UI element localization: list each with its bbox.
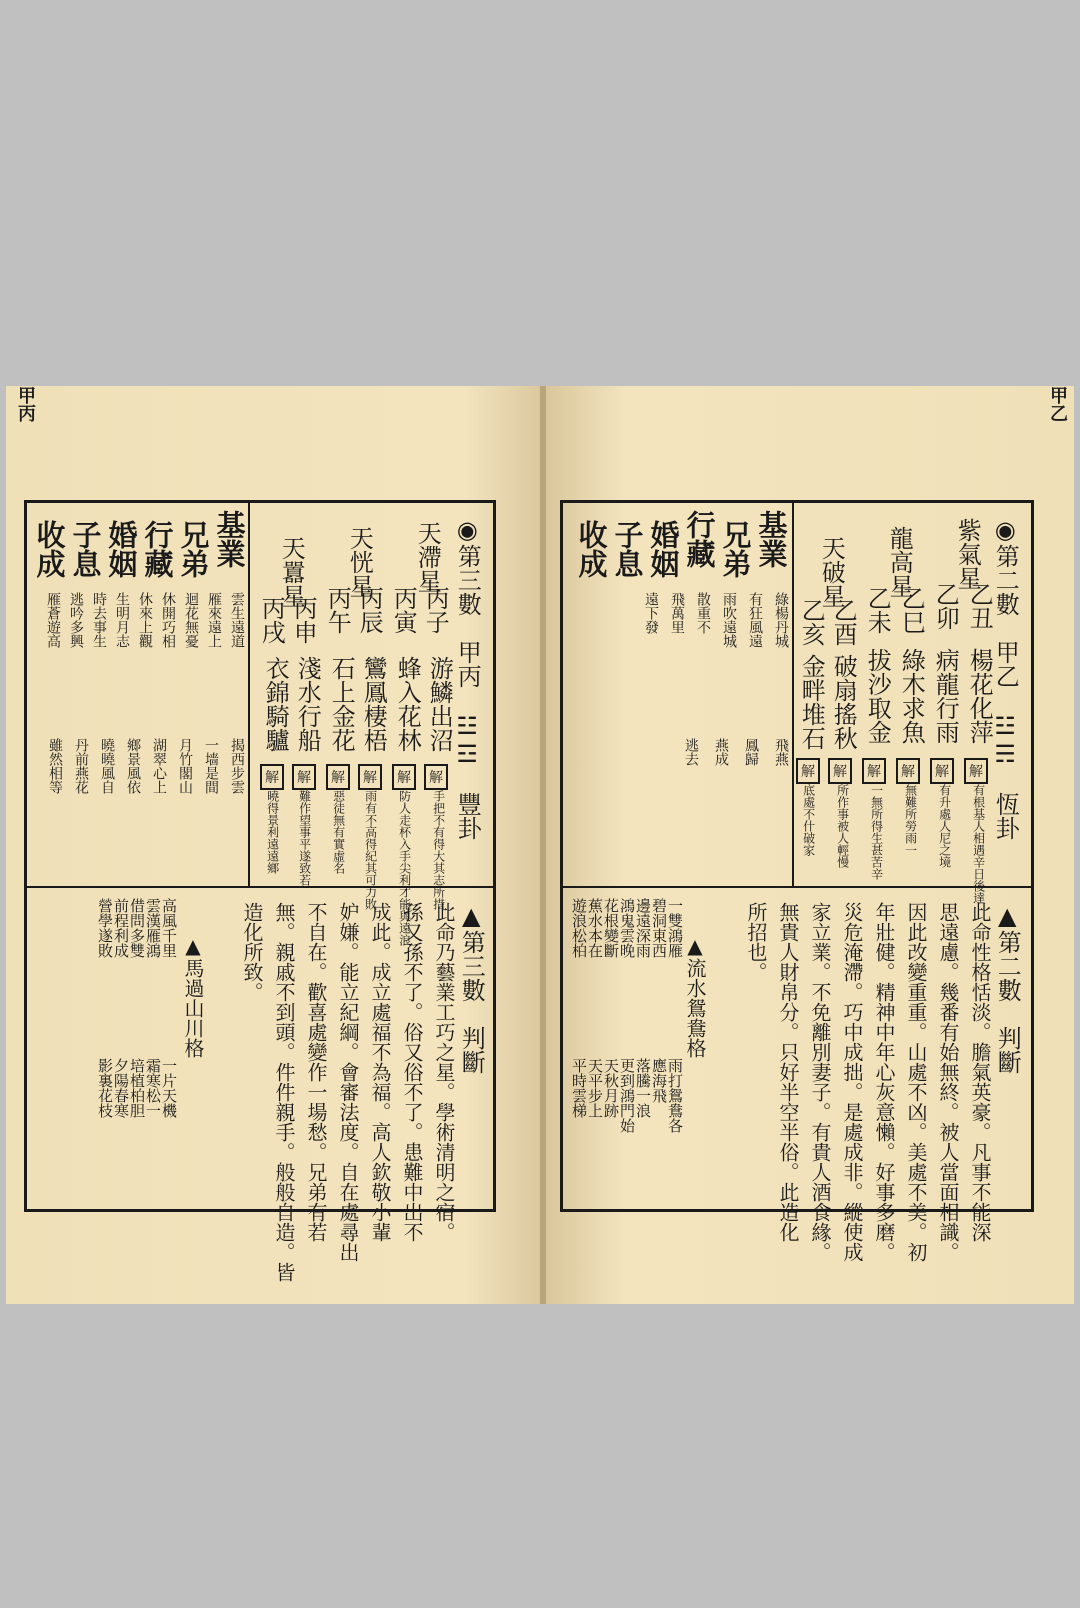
category: 收成 [32, 520, 67, 578]
star-branch: 乙丑 [965, 582, 994, 630]
star-verse: 綠木求魚 [897, 648, 926, 744]
star-name: 龍高星 [885, 526, 914, 598]
judgment-title: ▲第三數 判斷 [457, 902, 486, 1074]
star-note: 手把不有得大其志所措 [431, 790, 446, 910]
star-name: 紫氣星 [953, 518, 982, 590]
jie-box: 解 [424, 764, 448, 790]
star-branch: 丙戌 [257, 596, 286, 644]
jie-box: 解 [260, 764, 284, 790]
star-note: 難作望事平遂致若 [297, 790, 312, 886]
star-branch: 乙亥 [797, 598, 826, 646]
jie-box: 解 [796, 758, 820, 784]
category: 兄弟 [176, 520, 211, 578]
category: 子息 [610, 520, 645, 578]
star-branch: 丙子 [421, 586, 450, 634]
right-edge-label: 甲乙 [1047, 386, 1068, 422]
star-verse: 石上金花 [327, 656, 356, 752]
right-page [546, 386, 1074, 1304]
poem-block-2: 飛燕 鳳歸 燕成 逃去 [683, 738, 789, 766]
star-verse: 衣錦騎驢 [261, 656, 290, 752]
star-branch: 乙未 [863, 586, 892, 634]
star-name: 天破星 [817, 536, 846, 608]
category: 婚姻 [104, 520, 139, 578]
poem-block-2: 揭西步雲 一墙是間 月竹閣山 湖翠心上 鄉景風依 曉曉風自 丹前燕花 雖然相等 [47, 738, 245, 794]
star-verse: 病龍行雨 [931, 648, 960, 744]
star-note: 所作事被人輕慢 [835, 784, 850, 868]
star-verse: 鸞鳳棲梧 [359, 656, 388, 752]
book-spread [6, 386, 1074, 1304]
star-branch: 乙巳 [897, 586, 926, 634]
ge-poem-2: 雨打鴛鴦各 應海飛 落騰一浪 更到鴻門始 天秋月跡 天平步上 平時雲梯 [570, 1058, 684, 1133]
poem-block: 綠楊丹城 有狂風遠 雨吹遠城 散重不 飛萬里 遠下發 [643, 592, 789, 648]
ge-title: ▲流水鴛鴦格 [683, 934, 707, 1058]
star-verse: 游鱗出沼 [425, 656, 454, 752]
star-note: 有升處人尼之境 [937, 784, 952, 868]
star-name: 天恍星 [345, 526, 374, 598]
star-note: 一無所得生甚苦辛 [869, 784, 884, 880]
judgment-text: 此命性格恬淡。膽氣英豪。凡事不能深 思遠慮。幾番有始無終。被人當面相識。 因此改變重重。山處不凶。美處不美。初 年壯健。精神中年心灰意懶。好事多磨。 災危淹滯。巧中成拙。是處成非。縱使成 家立業。不免離別妻子。有貴人酒食緣。 無貴人財帛分。只好半空半俗。此造化 所招也。 [744, 902, 992, 1262]
star-verse: 淺水行船 [293, 656, 322, 752]
star-branch: 乙酉 [829, 598, 858, 646]
jie-box: 解 [964, 758, 988, 784]
star-verse: 破扇搖秋 [829, 654, 858, 750]
star-verse: 楊花化萍 [965, 648, 994, 744]
category: 行藏 [140, 520, 175, 578]
star-branch: 丙寅 [389, 586, 418, 634]
category: 子息 [68, 520, 103, 578]
star-branch: 丙午 [323, 586, 352, 634]
star-note: 惡徒無有實虛名 [331, 790, 346, 874]
jie-box: 解 [358, 764, 382, 790]
right-header: ◉第二數 甲乙 ☳☴ 恆卦 [991, 516, 1020, 840]
category: 基業 [754, 510, 789, 568]
left-header: ◉第三數 甲丙 ☳☲ 豐卦 [453, 516, 482, 840]
jie-box: 解 [828, 758, 852, 784]
left-page [6, 386, 546, 1304]
ge-poem: 高風千里 雲漢雁鴻 借問多雙 前程利成 營學遂敗 [96, 898, 178, 958]
category: 收成 [574, 520, 609, 578]
star-verse: 拔沙取金 [863, 648, 892, 744]
star-verse: 蜂入花林 [393, 656, 422, 752]
ge-title: ▲馬過山川格 [181, 934, 205, 1058]
category: 婚姻 [646, 520, 681, 578]
star-note: 曉得景利遠遠鄉 [265, 790, 280, 874]
jie-box: 解 [862, 758, 886, 784]
ge-poem-2: 一片天機 霜寒松一 培植柏胆 夕陽春寒 影裏花枝 [96, 1058, 178, 1118]
jie-box: 解 [392, 764, 416, 790]
star-verse: 金畔堆石 [797, 654, 826, 750]
left-edge-label: 甲丙 [15, 386, 36, 422]
star-name: 天囂星 [277, 536, 306, 608]
jie-box: 解 [896, 758, 920, 784]
star-branch: 丙辰 [355, 586, 384, 634]
poem-block: 雲生遠道 雁來遠上 迴花無憂 休開巧相 休來上觀 生明月志 時去事生 逃吟多興 雁蒼遊高 [45, 592, 245, 648]
category: 行藏 [682, 510, 717, 568]
star-name: 天滯星 [413, 521, 442, 593]
category: 基業 [212, 510, 247, 568]
category: 兄弟 [718, 520, 753, 578]
jie-box: 解 [930, 758, 954, 784]
star-note: 有根基人相遇辛日後達 [971, 784, 986, 904]
jie-box: 解 [292, 764, 316, 790]
star-branch: 丙申 [289, 596, 318, 644]
star-note: 防人走杯入手尖利才能與遠浪 [397, 790, 412, 946]
jie-box: 解 [326, 764, 350, 790]
star-branch: 乙卯 [931, 582, 960, 630]
star-note: 底處不什破家 [801, 784, 816, 856]
ge-poem: 一雙鴻雁 碧洞東西 邊遠深雨 鴻鬼雲晚 花根變斷 蕉水本在 遊浪松柏 [570, 898, 684, 958]
judgment-title: ▲第二數 判斷 [993, 902, 1022, 1074]
star-note: 無難所勞雨一 [903, 784, 918, 856]
star-note: 雨有不高得紀其可力敗 [363, 790, 378, 910]
judgment-text: 此命乃藝業工巧之星。學術清明之宿。 孫又孫不了。俗又俗不了。患難中出不 成此。成立處福不為福。高人欽敬小輩 妒嫌。能立紀綱。會審法度。自在處尋出 不自在。歡喜處變作一場愁。兄弟有若 無。親戚不到頭。件件親手。般般自造。皆 造化所致。 [240, 902, 456, 1282]
